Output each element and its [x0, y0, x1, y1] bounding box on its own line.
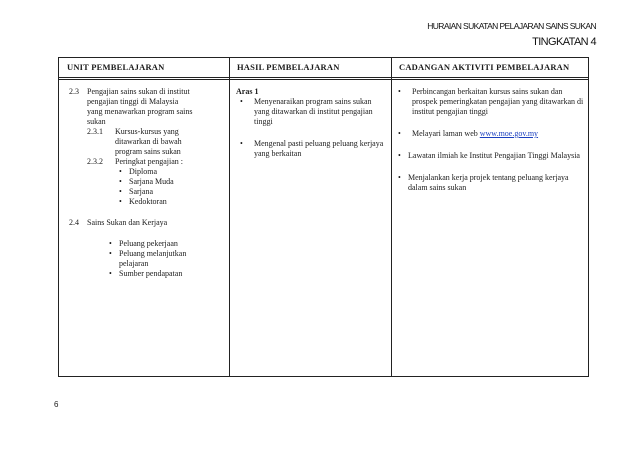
career-list [109, 239, 205, 279]
list-item-text: Melayari laman web [412, 129, 480, 138]
section-number: 2.3.1 [87, 127, 103, 136]
section-text-line: pengajian tinggi di Malaysia [87, 97, 179, 106]
cadangan-column [398, 87, 584, 193]
table-header-double-rule [59, 79, 588, 80]
section-text-line: program sains sukan [115, 147, 181, 156]
section-number: 2.3 [69, 87, 79, 96]
section-number: 2.4 [69, 218, 79, 227]
activity-list [398, 87, 584, 193]
list-item: • Sumber pendapatan [109, 269, 205, 279]
section-text-line: sukan [87, 117, 106, 126]
list-item: • Sarjana Muda [119, 177, 227, 187]
section-text-line: Pengajian sains sukan di institut [87, 87, 190, 96]
list-item: • Diploma [119, 167, 227, 177]
list-item: • Menjalankan kerja projek tentang peluang kerjaya dalam sains sukan [398, 173, 584, 193]
column-header-hasil: HASIL PEMBELAJARAN [237, 62, 340, 72]
column-header-unit: UNIT PEMBELAJARAN [67, 62, 165, 72]
hasil-column [236, 87, 384, 159]
list-item: • Peluang melanjutkan pelajaran [109, 249, 205, 269]
unit-column [69, 87, 227, 279]
section-2-3-2 [87, 157, 227, 207]
list-item: • Lawatan ilmiah ke Institut Pengajian Tinggi Malaysia [398, 151, 584, 161]
section-number: 2.3.2 [87, 157, 103, 166]
list-item: • Perbincangan berkaitan kursus sains sukan dan prospek pemeringkatan pengajian yang ditawarkan di institut pengajian tinggi [398, 87, 584, 117]
section-text-line: Peringkat pengajian : [115, 157, 183, 166]
list-item: • Mengenal pasti peluang peluang kerjaya yang berkaitan [240, 139, 384, 159]
section-text-line: Kursus-kursus yang [115, 127, 179, 136]
section-text-line: yang menawarkan program sains [87, 107, 193, 116]
section-2-3-1 [87, 127, 227, 157]
document-header-title: HURAIAN SUKATAN PELAJARAN SAINS SUKAN [427, 21, 596, 31]
list-item [398, 129, 584, 139]
column-divider-1 [229, 58, 230, 376]
page-number: 6 [54, 400, 59, 409]
learning-outcomes-list [240, 97, 384, 159]
section-title: Sains Sukan dan Kerjaya [87, 218, 168, 227]
section-2-3 [69, 87, 227, 127]
syllabus-table [58, 57, 589, 377]
list-item: • Menyenaraikan program sains sukan yang ditawarkan di institut pengajian tinggi [240, 97, 384, 127]
list-item: • Peluang pekerjaan [109, 239, 205, 249]
study-level-list [119, 167, 227, 207]
column-divider-2 [391, 58, 392, 376]
column-header-cadangan: CADANGAN AKTIVITI PEMBELAJARAN [399, 62, 570, 72]
document-header-form: TINGKATAN 4 [532, 36, 596, 48]
level-label: Aras 1 [236, 87, 259, 96]
section-text-line: ditawarkan di bawah [115, 137, 182, 146]
list-item: • Sarjana [119, 187, 227, 197]
section-2-4 [69, 218, 227, 279]
list-item: • Kedoktoran [119, 197, 227, 207]
website-link[interactable]: www.moe.gov.my [479, 129, 539, 138]
